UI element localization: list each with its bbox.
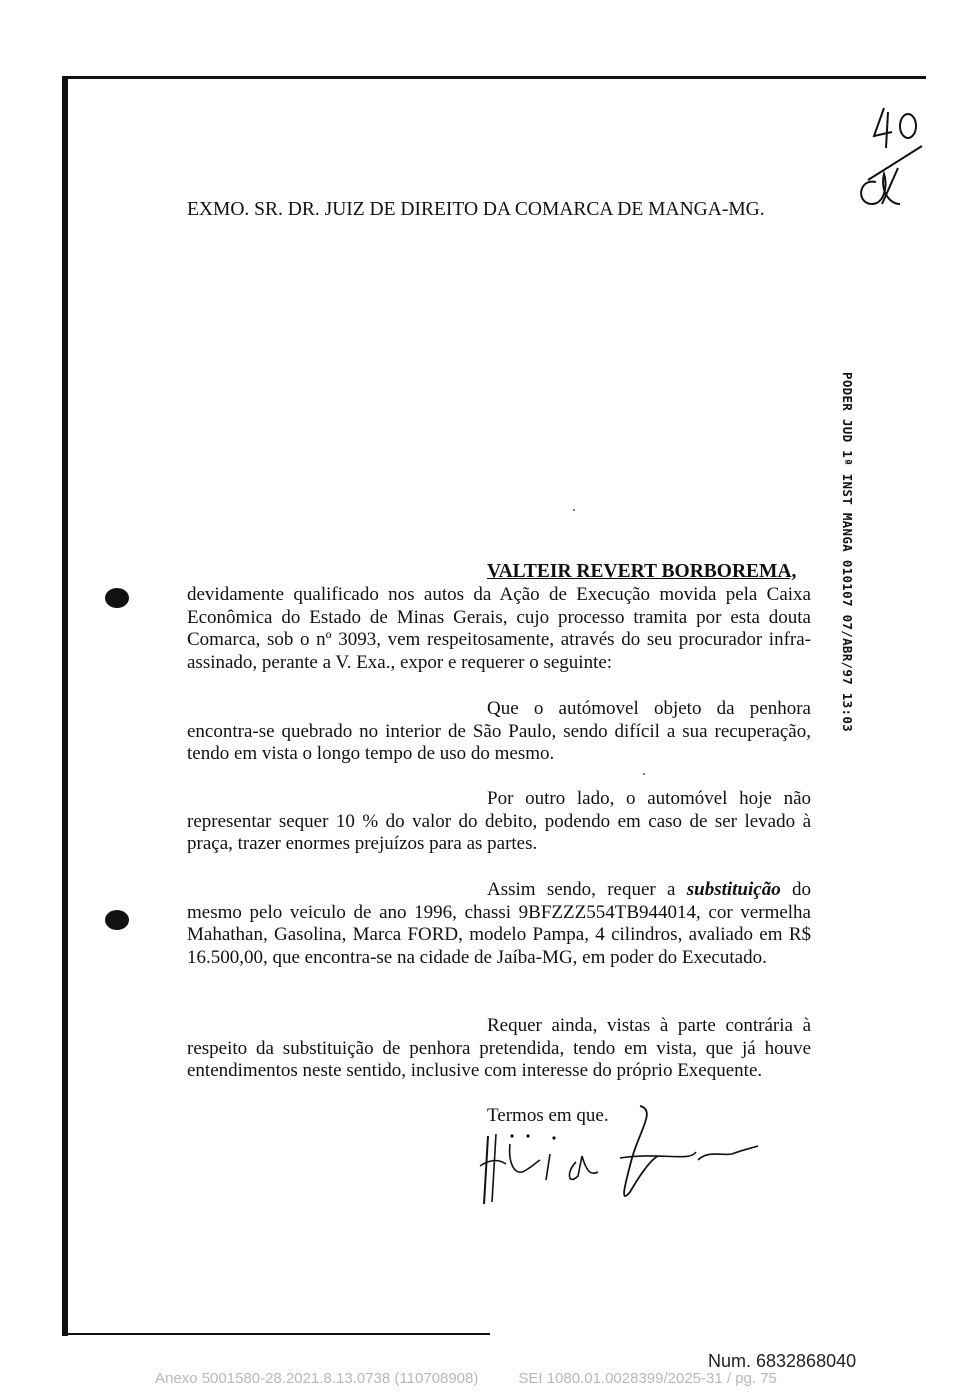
paragraph-1: devidamente qualificado nos autos da Ação de Execução movida pela Caixa Econômica do Estado de Minas Gerais, cujo processo tramita por esta douta Comarca, sob o nº 3093, vem respeitosamente, através do seu procurador infra-assinado, perante a V. Exa., expor e requerer o seguinte:: [187, 584, 811, 673]
paragraph-4-text-before: Assim sendo, requer a: [487, 879, 687, 900]
handwritten-signature: [470, 1100, 770, 1212]
paragraph-2: [187, 698, 811, 766]
addressee-heading: EXMO. SR. DR. JUIZ DE DIREITO DA COMARCA DE MANGA-MG.: [187, 199, 765, 220]
paragraph-4-text-after: do mesmo pelo veiculo de ano 1996, chassi 9BFZZZ554TB944014, cor vermelha Mahathan, Gasolina, Marca FORD, modelo Pampa, 4 cilindros, avaliado em R$ 16.500,00, que encontra-se na cidade de Jaíba-MG, em poder do Executado.: [187, 879, 811, 968]
closing-line: Termos em que.: [487, 1105, 609, 1126]
paragraph-3: [187, 788, 811, 856]
paragraph-5-text: Requer ainda, vistas à parte contrária à respeito da substituição de penhora pretendida, tendo em vista, que já houve entendimentos neste sentido, inclusive com interesse do próprio Exequente.: [187, 1015, 811, 1082]
scan-speck: [643, 773, 645, 775]
annex-reference: Anexo 5001580-28.2021.8.13.0738 (110708908): [155, 1370, 479, 1387]
footer-reference: [155, 1370, 777, 1387]
punch-hole: [105, 910, 129, 930]
party-name: VALTEIR REVERT BORBOREMA,: [487, 561, 797, 582]
sei-reference: SEI 1080.01.0028399/2025-31 / pg. 75: [518, 1370, 777, 1387]
page-frame-left: [62, 76, 68, 1336]
handwritten-page-number: [850, 100, 930, 215]
page-frame-top: [62, 76, 926, 79]
paragraph-2-text: Que o autómovel objeto da penhora encontra-se quebrado no interior de São Paulo, sendo difícil a sua recuperação, tendo em vista o longo tempo de uso do mesmo.: [187, 698, 811, 765]
paragraph-4: [187, 879, 811, 969]
page-frame-bottom: [62, 1333, 490, 1335]
protocol-stamp: PODER JUD 1ª INST MANGA 010107 07/ABR/97 13:03: [840, 372, 855, 732]
scan-speck: [573, 509, 575, 511]
paragraph-3-text: Por outro lado, o automóvel hoje não representar sequer 10 % do valor do debito, podendo em caso de ser levado à praça, trazer enormes prejuízos para as partes.: [187, 788, 811, 855]
paragraph-5: [187, 1015, 811, 1083]
punch-hole: [105, 588, 129, 608]
paragraph-4-emphasis: substituição: [686, 879, 781, 900]
document-number: Num. 6832868040: [708, 1351, 857, 1371]
